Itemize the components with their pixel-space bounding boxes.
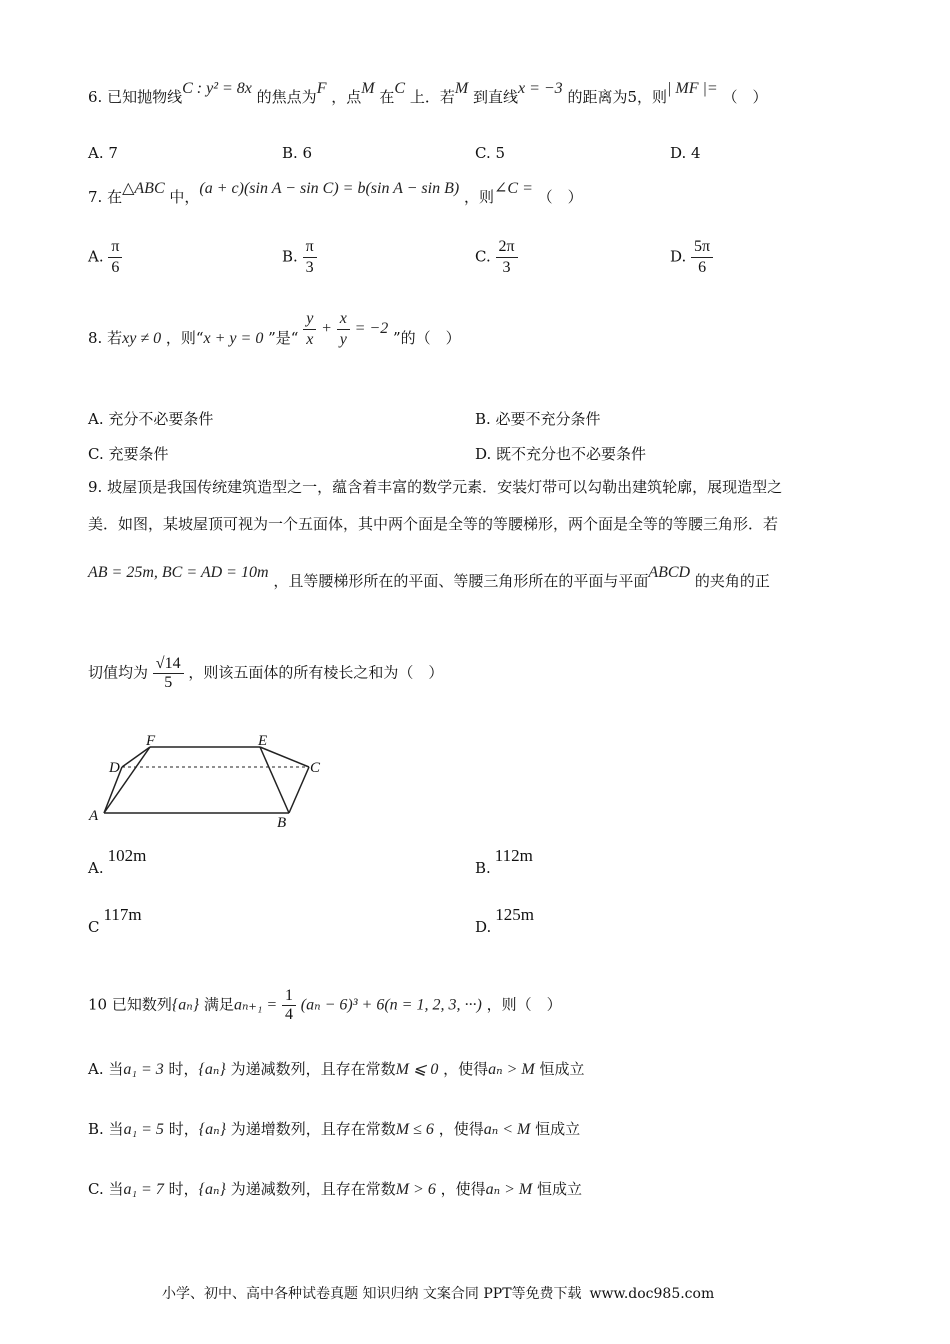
fraction: $\frac{\pi}{3}$ bbox=[303, 238, 317, 277]
fraction: $\frac{1}{4}$ bbox=[282, 988, 296, 1023]
vertex-label: E bbox=[258, 733, 268, 749]
vertex-label: A bbox=[89, 808, 99, 824]
q10-option-a[interactable]: A. 当a₁ = 3 时，{aₙ} 为递减数列，且存在常数M ⩽ 0 ，使得aₙ > M 恒成立 bbox=[88, 1060, 585, 1078]
q7-option-a[interactable]: A. $\frac{\pi}{6}$ bbox=[88, 238, 122, 277]
vertex-label: D bbox=[109, 760, 120, 776]
q9-line-4: 切值均为 $\frac{√14}{5}$ ，则该五面体的所有棱长之和为（ ） bbox=[88, 655, 444, 691]
q10-option-c[interactable]: C. 当a₁ = 7 时，{aₙ} 为递减数列，且存在常数M > 6 ，使得aₙ > M 恒成立 bbox=[88, 1180, 583, 1198]
q6-option-a[interactable]: A. 7 bbox=[88, 144, 118, 162]
q9-option-c[interactable]: C117m bbox=[88, 905, 142, 936]
fraction: $\frac{y}{x}$ bbox=[303, 310, 316, 348]
q7-option-b[interactable]: B. $\frac{\pi}{3}$ bbox=[282, 238, 317, 277]
fraction: $\frac{\pi}{6}$ bbox=[108, 238, 122, 277]
q6-option-d[interactable]: D. 4 bbox=[670, 144, 701, 162]
q10-option-b[interactable]: B. 当a₁ = 5 时，{aₙ} 为递增数列，且存在常数M ≤ 6 ，使得aₙ < M 恒成立 bbox=[88, 1120, 581, 1138]
fraction: $\frac{√14}{5}$ bbox=[153, 656, 184, 691]
q9-option-b[interactable]: B.112m bbox=[475, 846, 533, 877]
vertex-label: B bbox=[277, 815, 287, 831]
footer-url[interactable]: www.doc985.com bbox=[589, 1286, 715, 1302]
q9-line-2: 美．如图，某坡屋顶可视为一个五面体，其中两个面是全等的等腰梯形，两个面是全等的等腰三角形．若 bbox=[88, 515, 779, 533]
q9-option-a[interactable]: A.102m bbox=[88, 846, 147, 877]
footer-text: 小学、初中、高中各种试卷真题 知识归纳 文案合同 PPT等免费下载 bbox=[162, 1286, 582, 1302]
pentahedron-figure bbox=[84, 728, 344, 832]
page-footer bbox=[162, 1283, 714, 1303]
fraction: $\frac{2\pi}{3}$ bbox=[496, 238, 518, 277]
q6-stem: 6. 已知抛物线C : y² = 8x 的焦点为F ，点M 在C 上．若M 到直线x = −3 的距离为5，则| MF |= （ ） bbox=[88, 80, 768, 106]
q7-stem: 7. 在△ABC 中，(a + c)(sin A − sin C) = b(sin A − sin B) ，则∠C = （ ） bbox=[88, 180, 583, 206]
q8-option-a[interactable]: A. 充分不必要条件 bbox=[88, 410, 214, 428]
q9-option-d[interactable]: D.125m bbox=[475, 905, 534, 936]
q8-stem: 8. 若xy ≠ 0 ，则“x + y = 0 ”是“ $\frac{y}{x}$ + $\frac{x}{y}$ = −2 ”的（ ） bbox=[88, 310, 461, 348]
q9-line-3: AB = 25m, BC = AD = 10m ，且等腰梯形所在的平面、等腰三角形所在的平面与平面ABCD 的夹角的正 bbox=[88, 564, 770, 590]
q7-option-d[interactable]: D. $\frac{5\pi}{6}$ bbox=[670, 238, 713, 277]
q7-option-c[interactable]: C. $\frac{2\pi}{3}$ bbox=[475, 238, 518, 277]
q6-option-c[interactable]: C. 5 bbox=[475, 144, 506, 162]
vertex-label: F bbox=[146, 733, 156, 749]
vertex-label: C bbox=[310, 760, 321, 776]
q8-option-d[interactable]: D. 既不充分也不必要条件 bbox=[475, 445, 647, 463]
q8-option-c[interactable]: C. 充要条件 bbox=[88, 445, 169, 463]
fraction: $\frac{x}{y}$ bbox=[337, 310, 350, 348]
q6-option-b[interactable]: B. 6 bbox=[282, 144, 313, 162]
q8-option-b[interactable]: B. 必要不充分条件 bbox=[475, 410, 601, 428]
fraction: $\frac{5\pi}{6}$ bbox=[691, 238, 713, 277]
q10-stem: 10 已知数列{aₙ} 满足aₙ₊₁ = $\frac{1}{4}$ (aₙ − 6)³ + 6(n = 1, 2, 3, ···) ，则（ ） bbox=[88, 987, 562, 1023]
q9-line-1: 9. 坡屋顶是我国传统建筑造型之一，蕴含着丰富的数学元素．安装灯带可以勾勒出建筑轮廓，展现造型之 bbox=[88, 478, 783, 496]
